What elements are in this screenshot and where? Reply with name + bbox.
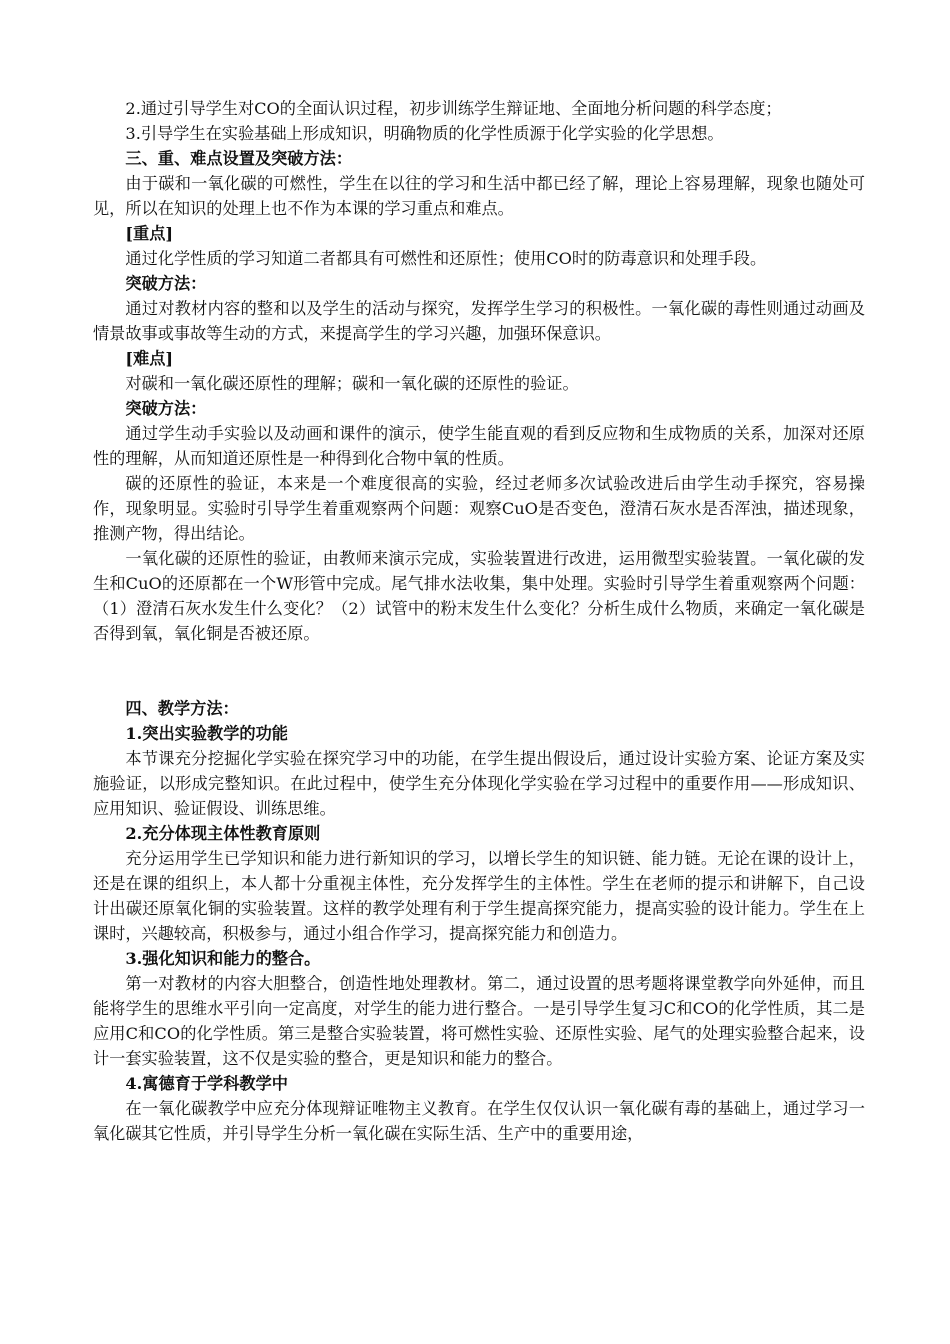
paragraph: 通过学生动手实验以及动画和课件的演示，使学生能直观的看到反应物和生成物质的关系，加深对还原性的理解，从而知道还原性是一种得到化合物中氧的性质。	[93, 424, 865, 468]
paragraph: 一氧化碳的还原性的验证，由教师来演示完成，实验装置进行改进，运用微型实验装置。一氧化碳的发生和CuO的还原都在一个W形管中完成。尾气排水法收集，集中处理。实验时引导学生着重观察两个问题：（1）澄清石灰水发生什么变化？（2）试管中的粉末发生什么变化？分析生成什么物质，来确定一氧化碳是否得到氧，氧化铜是否被还原。	[93, 549, 865, 643]
paragraph: 3.引导学生在实验基础上形成知识，明确物质的化学性质源于化学实验的化学思想。	[125, 124, 724, 143]
subheading: 1.突出实验教学的功能	[125, 724, 288, 743]
paragraph: 碳的还原性的验证，本来是一个难度很高的实验，经过老师多次试验改进后由学生动手探究，容易操作，现象明显。实验时引导学生着重观察两个问题：观察CuO是否变色，澄清石灰水是否浑浊，描述现象，推测产物，得出结论。	[93, 474, 865, 543]
paragraph: 对碳和一氧化碳还原性的理解；碳和一氧化碳的还原性的验证。	[125, 374, 579, 393]
blank-space	[93, 646, 865, 696]
subheading: 突破方法：	[125, 274, 207, 293]
subheading: 4.寓德育于学科教学中	[125, 1074, 288, 1093]
paragraph: 在一氧化碳教学中应充分体现辩证唯物主义教育。在学生仅仅认识一氧化碳有毒的基础上，通过学习一氧化碳其它性质，并引导学生分析一氧化碳在实际生活、生产中的重要用途，	[93, 1099, 865, 1143]
subheading: 突破方法：	[125, 399, 207, 418]
paragraph: 由于碳和一氧化碳的可燃性，学生在以往的学习和生活中都已经了解，理论上容易理解，现象也随处可见，所以在知识的处理上也不作为本课的学习重点和难点。	[93, 174, 865, 218]
paragraph: 充分运用学生已学知识和能力进行新知识的学习，以增长学生的知识链、能力链。无论在课的设计上，还是在课的组织上，本人都十分重视主体性，充分发挥学生的主体性。学生在老师的提示和讲解下，自己设计出碳还原氧化铜的实验装置。这样的教学处理有利于学生提高探究能力，提高实验的设计能力。学生在上课时，兴趣较高，积极参与，通过小组合作学习，提高探究能力和创造力。	[93, 849, 865, 943]
paragraph: 通过对教材内容的整和以及学生的活动与探究，发挥学生学习的积极性。一氧化碳的毒性则通过动画及情景故事或事故等生动的方式，来提高学生的学习兴趣，加强环保意识。	[93, 299, 865, 343]
subheading: 3.强化知识和能力的整合。	[125, 949, 321, 968]
paragraph: 第一对教材的内容大胆整合，创造性地处理教材。第二，通过设置的思考题将课堂教学向外延伸，而且能将学生的思维水平引向一定高度，对学生的能力进行整合。一是引导学生复习C和CO的化学性质，其二是应用C和CO的化学性质。第三是整合实验装置，将可燃性实验、还原性实验、尾气的处理实验整合起来，设计一套实验装置，这不仅是实验的整合，更是知识和能力的整合。	[93, 974, 865, 1068]
paragraph: 2.通过引导学生对CO的全面认识过程，初步训练学生辩证地、全面地分析问题的科学态度；	[125, 99, 782, 118]
section-heading: 三、重、难点设置及突破方法：	[125, 149, 353, 168]
paragraph: 通过化学性质的学习知道二者都具有可燃性和还原性；使用CO时的防毒意识和处理手段。	[125, 249, 767, 268]
section-heading: 四、教学方法：	[125, 699, 239, 718]
subheading: [重点]	[125, 224, 174, 243]
subheading: 2.充分体现主体性教育原则	[125, 824, 321, 843]
document-body	[93, 96, 865, 1146]
subheading: [难点]	[125, 349, 174, 368]
paragraph: 本节课充分挖掘化学实验在探究学习中的功能，在学生提出假设后，通过设计实验方案、论证方案及实施验证，以形成完整知识。在此过程中，使学生充分体现化学实验在学习过程中的重要作用——形成知识、应用知识、验证假设、训练思维。	[93, 749, 865, 818]
